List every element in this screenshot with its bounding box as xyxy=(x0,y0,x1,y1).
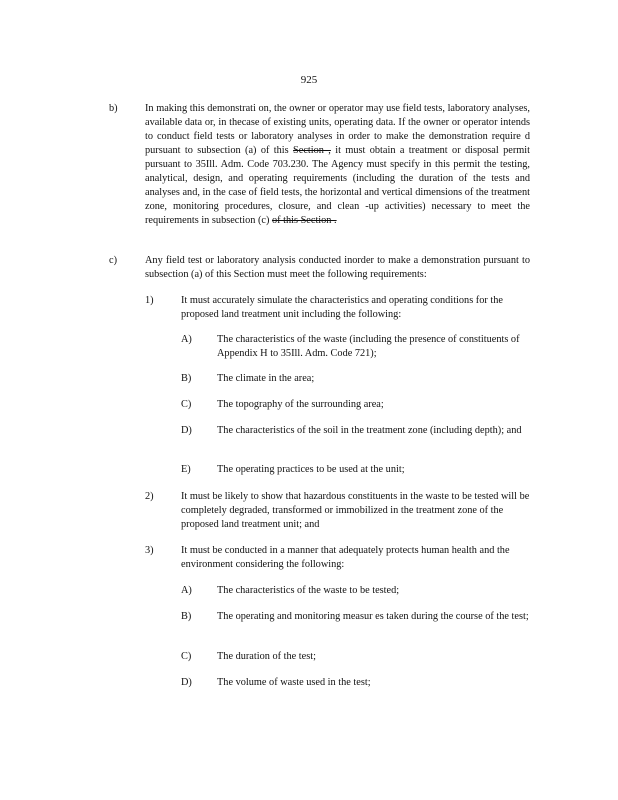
item-3-sub-c-label: C) xyxy=(181,651,192,662)
section-c-text: Any field test or laboratory analysis conducted inorder to make a demonstration pursuant to subsection (a) of this Section must meet the following requirements: xyxy=(145,255,530,280)
item-2-text: It must be likely to show that hazardous constituents in the waste to be tested will be completely degraded, transformed or immobilized in the treatment zone of the proposed land treatment unit; and xyxy=(181,491,530,530)
item-1-sub-c-text: The topography of the surrounding area; xyxy=(217,399,384,410)
section-b-text-part-1: In making this demonstrati on, the owner or operator may use field tests, laboratory analyses, available data or, in thecase of existing units, operating data. If the owner or operator intends to conduct field tests or laboratory analyses in order to make the demonstration require d pursuant to subsection (a) of this xyxy=(145,103,530,156)
page-number: 925 xyxy=(300,74,318,86)
section-b-text-part-2: it must obtain a treatment or disposal permit pursuant to 35Ill. Adm. Code 703.230. The Agency must specify in this permit the testing, analytical, design, and operating requirements (including the duration of the tests and analyses and, in the case of field tests, the horizontal and vertical dimensions of the treatment zone, monitoring procedures, closure, and clean -up activities) necessary to meet the requirements in subsection (c) xyxy=(145,145,530,226)
section-b-strikethrough-2: of this Section . xyxy=(271,215,337,226)
item-3-sub-a-label: A) xyxy=(181,585,192,596)
item-1-sub-e-label: E) xyxy=(181,464,191,475)
item-1-sub-d-label: D) xyxy=(181,425,192,436)
section-b-strikethrough-1: Section , xyxy=(293,145,331,156)
section-b-text xyxy=(145,102,530,228)
item-1-sub-d-text: The characteristics of the soil in the treatment zone (including depth); and xyxy=(217,425,522,436)
item-1-sub-b-label: B) xyxy=(181,373,192,384)
item-3-sub-a-text: The characteristics of the waste to be tested; xyxy=(217,585,400,596)
item-1-sub-c-label: C) xyxy=(181,399,192,410)
item-1-sub-a-label: A) xyxy=(181,334,192,345)
item-1-text: It must accurately simulate the characteristics and operating conditions for the proposed land treatment unit including the following: xyxy=(181,295,503,320)
item-2-label: 2) xyxy=(145,491,154,502)
section-c-label: c) xyxy=(109,255,117,266)
item-3-sub-c-text: The duration of the test; xyxy=(217,651,316,662)
item-1-sub-a-text: The characteristics of the waste (including the presence of constituents of Appendix H to 35Ill. Adm. Code 721); xyxy=(217,334,520,359)
item-3-label: 3) xyxy=(145,545,154,556)
item-3-text: It must be conducted in a manner that adequately protects human health and the environment considering the following: xyxy=(181,545,510,570)
item-3-sub-d-text: The volume of waste used in the test; xyxy=(217,677,371,688)
item-1-sub-b-text: The climate in the area; xyxy=(217,373,315,384)
section-b-label: b) xyxy=(109,103,118,114)
item-1-sub-e-text: The operating practices to be used at the unit; xyxy=(217,464,405,475)
item-3-sub-b-label: B) xyxy=(181,611,192,622)
item-3-sub-b-text: The operating and monitoring measur es taken during the course of the test; xyxy=(217,611,529,622)
item-1-label: 1) xyxy=(145,295,154,306)
item-3-sub-d-label: D) xyxy=(181,677,192,688)
